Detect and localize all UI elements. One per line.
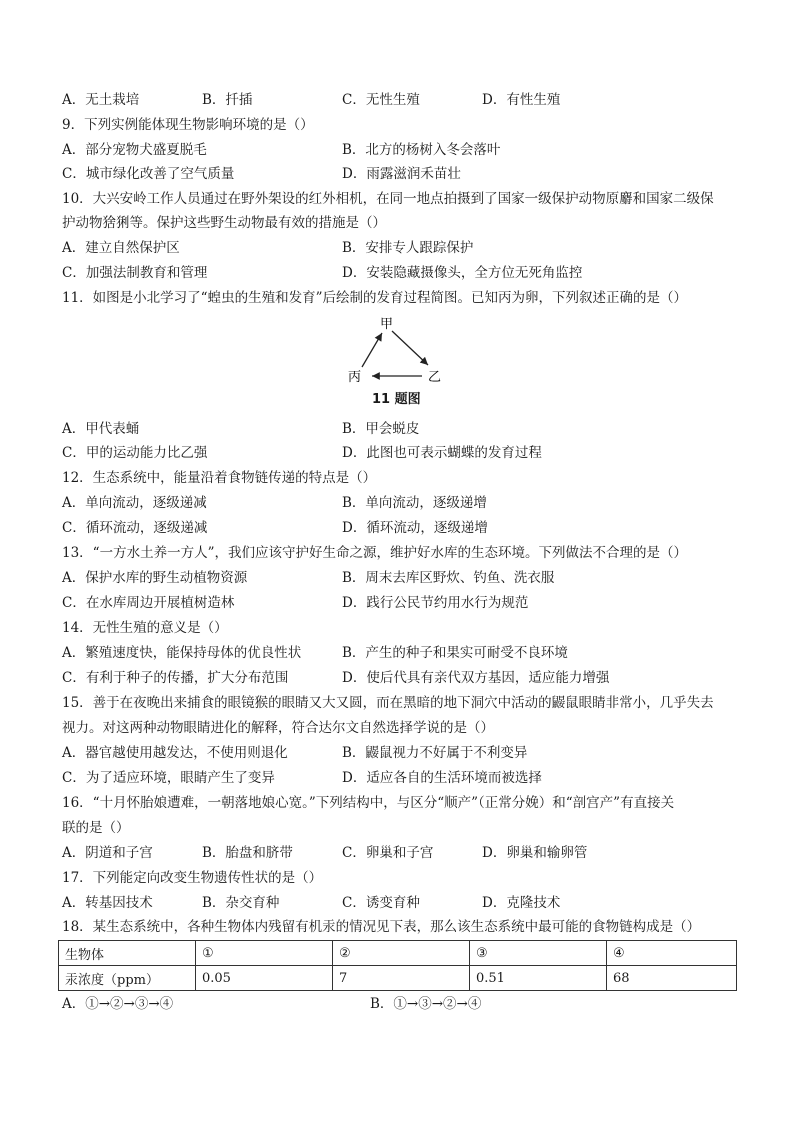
q13-option-b: B．周末去库区野炊、钓鱼、洗衣服 (342, 570, 555, 586)
table-cell: 7 (333, 966, 470, 991)
table-cell: 68 (607, 966, 737, 991)
table-cell: 生物体 (59, 941, 196, 966)
q13-stem: 13．“一方水土养一方人”，我们应该守护好生命之源，维护好水库的生态环境。下列做法不合理的是（） (62, 545, 687, 561)
table-cell: 汞浓度（ppm） (59, 966, 196, 991)
q12-option-a: A．单向流动，逐级递减 (62, 495, 207, 511)
q16-stem-line2: 联的是（） (62, 820, 130, 836)
node-jia: 甲 (380, 317, 394, 332)
q9-stem: 9．下列实例能体现生物影响环境的是（） (62, 117, 314, 133)
q15-stem-line2: 视力。对这两种动物眼睛进化的解释，符合达尔文自然选择学说的是（） (62, 720, 494, 736)
q17-option-d: D．克隆技术 (482, 895, 561, 911)
q18-option-a: A．①→②→③→④ (62, 996, 174, 1012)
q15-option-c: C．为了适应环境，眼睛产生了变异 (62, 770, 275, 786)
table-row (59, 941, 737, 966)
q13-option-d: D．践行公民节约用水行为规范 (342, 595, 529, 611)
q15-option-d: D．适应各自的生活环境而被选择 (342, 770, 542, 786)
q8-option-d: D．有性生殖 (482, 92, 561, 108)
q11-option-b: B．甲会蜕皮 (342, 421, 420, 437)
table-cell: ② (333, 941, 470, 966)
q10-option-a: A．建立自然保护区 (62, 240, 180, 256)
q8-option-c: C．无性生殖 (342, 92, 420, 108)
q11-figure-caption: 11 题图 (372, 392, 421, 407)
q11-stem: 11．如图是小北学习了“蝗虫的生殖和发育”后绘制的发育过程简图。已知丙为卵，下列叙述正确的是（） (62, 290, 687, 306)
arrow-bing-to-jia (362, 333, 382, 367)
q11-option-a: A．甲代表蛹 (62, 421, 140, 437)
q10-stem-line1: 10．大兴安岭工作人员通过在野外架设的红外相机，在同一地点拍摄到了国家一级保护动物原麝和国家二级保 (62, 191, 714, 207)
q16-option-a: A．阴道和子宫 (62, 845, 153, 861)
table-row (59, 966, 737, 991)
q12-option-c: C．循环流动，逐级递减 (62, 520, 208, 536)
node-yi: 乙 (428, 370, 442, 385)
q17-option-c: C．诱变育种 (342, 895, 420, 911)
table-cell: ③ (470, 941, 607, 966)
q11-option-d: D．此图也可表示蝴蝶的发育过程 (342, 445, 542, 461)
q12-stem: 12．生态系统中，能量沿着食物链传递的特点是（） (62, 470, 377, 486)
q9-option-d: D．雨露滋润禾苗壮 (342, 166, 461, 182)
q9-option-c: C．城市绿化改善了空气质量 (62, 166, 235, 182)
q17-option-b: B．杂交育种 (202, 895, 280, 911)
table-cell: 0.51 (470, 966, 607, 991)
q16-option-b: B．胎盘和脐带 (202, 845, 293, 861)
q14-stem: 14．无性生殖的意义是（） (62, 620, 228, 636)
q14-option-c: C．有利于种子的传播，扩大分布范围 (62, 670, 289, 686)
q18-stem: 18．某生态系统中，各种生物体内残留有机汞的情况见下表，那么该生态系统中最可能的食物链构成是（） (62, 919, 701, 935)
table-cell: ① (196, 941, 333, 966)
q14-option-b: B．产生的种子和果实可耐受不良环境 (342, 645, 568, 661)
node-bing: 丙 (348, 370, 362, 385)
q15-stem-line1: 15．善于在夜晚出来捕食的眼镜猴的眼睛又大又圆，而在黑暗的地下洞穴中活动的鼹鼠眼睛非常小，几乎失去 (62, 695, 714, 711)
q16-stem-line1: 16．“十月怀胎娘遭难，一朝落地娘心宽。”下列结构中，与区分“顺产”（正常分娩）和“剖宫产”有直接关 (62, 795, 675, 811)
q18-option-b: B．①→③→②→④ (370, 996, 482, 1012)
q10-option-b: B．安排专人跟踪保护 (342, 240, 474, 256)
q10-stem-line2: 护动物猞猁等。保护这些野生动物最有效的措施是（） (62, 215, 386, 231)
q16-option-c: C．卵巢和子宫 (342, 845, 434, 861)
q14-option-a: A．繁殖速度快，能保持母体的优良性状 (62, 645, 302, 661)
q9-option-b: B．北方的杨树入冬会落叶 (342, 142, 501, 158)
q17-option-a: A．转基因技术 (62, 895, 153, 911)
q15-option-a: A．器官越使用越发达，不使用则退化 (62, 745, 288, 761)
q16-option-d: D．卵巢和输卵管 (482, 845, 588, 861)
q8-option-b: B．扦插 (202, 92, 253, 108)
q15-option-b: B．鼹鼠视力不好属于不利变异 (342, 745, 528, 761)
table-cell: ④ (607, 941, 737, 966)
q13-option-a: A．保护水库的野生动植物资源 (62, 570, 248, 586)
mercury-concentration-table (58, 940, 737, 991)
q8-option-a: A．无土栽培 (62, 92, 140, 108)
q14-option-d: D．使后代具有亲代双方基因，适应能力增强 (342, 670, 610, 686)
q12-option-d: D．循环流动，逐级递增 (342, 520, 488, 536)
q10-option-c: C．加强法制教育和管理 (62, 265, 208, 281)
q11-option-c: C．甲的运动能力比乙强 (62, 445, 208, 461)
table-cell: 0.05 (196, 966, 333, 991)
q13-option-c: C．在水库周边开展植树造林 (62, 595, 235, 611)
q12-option-b: B．单向流动，逐级递增 (342, 495, 487, 511)
q10-option-d: D．安装隐藏摄像头，全方位无死角监控 (342, 265, 583, 281)
q9-option-a: A．部分宠物犬盛夏脱毛 (62, 142, 207, 158)
arrow-jia-to-yi (392, 331, 428, 365)
q17-stem: 17．下列能定向改变生物遗传性状的是（） (62, 870, 323, 886)
